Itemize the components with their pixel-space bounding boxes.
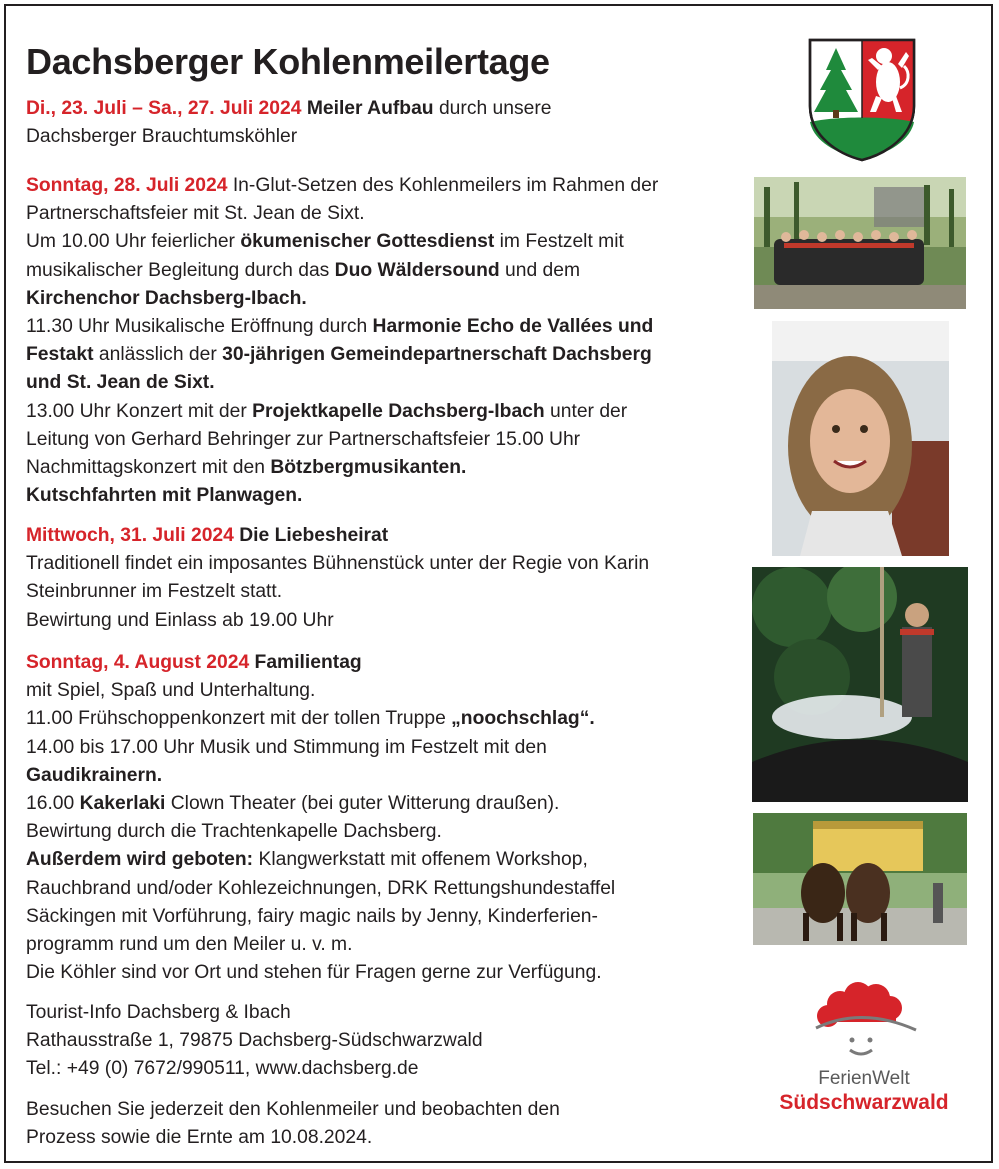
sunday-28-date: Sonntag, 28. Juli 2024 xyxy=(26,175,228,196)
wednesday-date: Mittwoch, 31. Juli 2024 xyxy=(26,525,234,546)
photo-child-face xyxy=(772,321,949,556)
sunday-4-line5: Gaudikrainern. xyxy=(26,764,163,786)
photo-charcoal-burners-group xyxy=(754,177,966,309)
sunday-4-line4: 14.00 bis 17.00 Uhr Musik und Stimmung im Festzelt mit den xyxy=(26,736,547,758)
sunday-4-line6b: Kakerlaki xyxy=(79,793,166,815)
sunday-28-line4b: Duo Wäldersound xyxy=(334,259,500,281)
closing-section xyxy=(26,1096,726,1152)
contact-address: Rathausstraße 1, 79875 Dachsberg-Südschwarzwald xyxy=(26,1030,483,1052)
sunday-28-line5: Kirchenchor Dachsberg-Ibach. xyxy=(26,287,307,309)
photo-meiler-worker xyxy=(752,567,968,802)
sunday-4-line9: Rauchbrand und/oder Kohlezeichnungen, DRK Rettungshundestaffel xyxy=(26,877,616,899)
sunday-28-line9c: unter der xyxy=(544,400,628,422)
sunday-4-line8b: Klangwerkstatt mit offenem Workshop, xyxy=(253,849,588,871)
sunday-4-line12: Die Köhler sind vor Ort und stehen für Fragen gerne zur Verfügung. xyxy=(26,962,602,984)
sunday-4-title: Familientag xyxy=(249,652,362,673)
sunday-4-line2: mit Spiel, Spaß und Unterhaltung. xyxy=(26,680,316,702)
sunday-28-line2: Partnerschaftsfeier mit St. Jean de Sixt. xyxy=(26,203,365,225)
sunday-28-line10: Leitung von Gerhard Behringer zur Partnerschaftsfeier 15.00 Uhr xyxy=(26,428,581,450)
sunday-28-line9a: 13.00 Uhr Konzert mit der xyxy=(26,400,253,422)
sunday-28-line4a: musikalischer Begleitung durch das xyxy=(26,259,335,281)
sunday-4-line8a: Außerdem wird geboten: xyxy=(26,849,254,871)
sunday-28-line6a: 11.30 Uhr Musikalische Eröffnung durch xyxy=(26,316,373,338)
contact-line1: Tourist-Info Dachsberg & Ibach xyxy=(26,1002,291,1023)
wednesday-line3: Steinbrunner im Festzelt statt. xyxy=(26,581,283,603)
sunday-28-line11b: Bötzbergmusikanten. xyxy=(270,457,467,479)
sunday-28-line7b: anlässlich der xyxy=(93,344,223,366)
ferienwelt-hat-icon xyxy=(770,978,958,1068)
intro-bold: Meiler Aufbau xyxy=(306,98,434,119)
photo-horse-carriage xyxy=(753,813,967,945)
sunday-28-line7c: 30-jährigen Gemeindepartnerschaft Dachsberg xyxy=(222,344,652,366)
closing-line2: Prozess sowie die Ernte am 10.08.2024. xyxy=(26,1127,373,1149)
coat-of-arms-icon xyxy=(806,36,918,162)
sunday-4-line3a: 11.00 Frühschoppenkonzert mit der tollen Truppe xyxy=(26,708,452,730)
sunday-28-line7a: Festakt xyxy=(26,344,94,366)
sunday-4-line7: Bewirtung durch die Trachtenkapelle Dachsberg. xyxy=(26,821,442,843)
sunday-4-line11: programm rund um den Meiler u. v. m. xyxy=(26,934,353,956)
sunday-4-line3b: „noochschlag“. xyxy=(451,708,595,730)
sunday-28-line3b: ökumenischer Gottesdienst xyxy=(240,231,495,253)
intro-line2: Dachsberger Brauchtumsköhler xyxy=(26,126,298,148)
contact-section xyxy=(26,999,726,1084)
sunday-28-line6b: Harmonie Echo de Vallées und xyxy=(372,316,654,338)
wednesday-section xyxy=(26,522,726,635)
wednesday-line4: Bewirtung und Einlass ab 19.00 Uhr xyxy=(26,609,334,631)
ferienwelt-logo xyxy=(770,978,958,1118)
logo-suedschwarzwald-text: Südschwarzwald xyxy=(779,1091,949,1114)
sunday-4-line6a: 16.00 xyxy=(26,793,80,815)
sunday-28-section xyxy=(26,172,726,510)
sunday-28-line1: In-Glut-Setzen des Kohlenmeilers im Rahmen der xyxy=(227,175,659,196)
page-title: Dachsberger Kohlenmeilertage xyxy=(26,41,550,82)
closing-line1: Besuchen Sie jederzeit den Kohlenmeiler und beobachten den xyxy=(26,1099,560,1120)
sunday-28-line12: Kutschfahrten mit Planwagen. xyxy=(26,485,303,507)
sunday-28-line4c: und dem xyxy=(499,259,581,281)
sunday-4-date: Sonntag, 4. August 2024 xyxy=(26,652,250,673)
wednesday-line2: Traditionell findet ein imposantes Bühnenstück unter der Regie von Karin xyxy=(26,553,650,575)
sunday-28-line9b: Projektkapelle Dachsberg-Ibach xyxy=(252,400,545,422)
sunday-4-line6c: Clown Theater (bei guter Witterung draußen). xyxy=(165,793,560,815)
intro-text: durch unsere xyxy=(433,98,552,119)
sunday-28-line8: und St. Jean de Sixt. xyxy=(26,372,215,394)
sunday-4-line10: Säckingen mit Vorführung, fairy magic nails by Jenny, Kinderferien- xyxy=(26,905,598,927)
contact-phone-web: Tel.: +49 (0) 7672/990511, www.dachsberg.de xyxy=(26,1058,419,1080)
sunday-28-line3a: Um 10.00 Uhr feierlicher xyxy=(26,231,241,253)
sunday-4-section xyxy=(26,649,726,987)
sunday-28-line3c: im Festzelt mit xyxy=(494,231,624,253)
intro-date: Di., 23. Juli – Sa., 27. Juli 2024 xyxy=(26,98,302,119)
logo-ferienwelt-text: FerienWelt xyxy=(818,1068,910,1089)
sunday-28-line11a: Nachmittagskonzert mit den xyxy=(26,457,271,479)
wednesday-title: Die Liebesheirat xyxy=(233,525,389,546)
intro-section xyxy=(26,95,726,151)
